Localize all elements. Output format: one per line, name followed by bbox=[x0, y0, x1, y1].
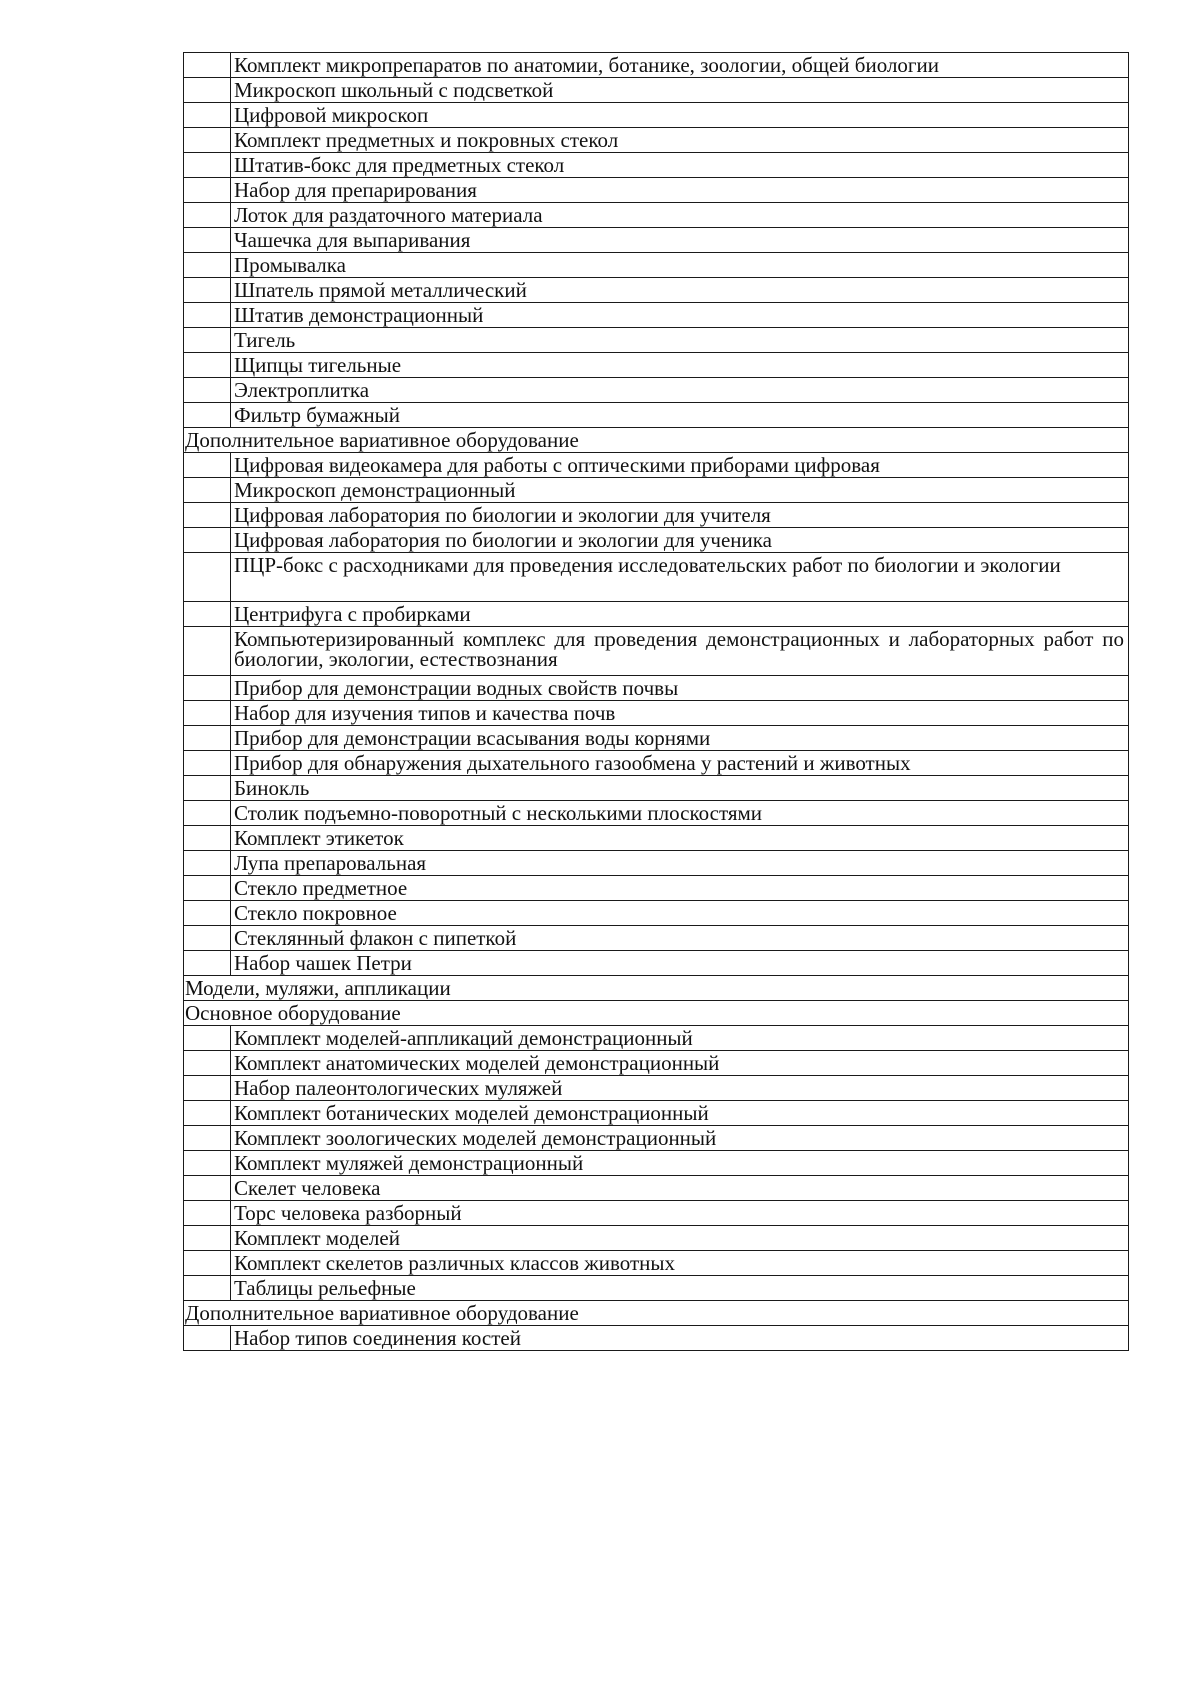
table-row bbox=[184, 1151, 1129, 1176]
table-row bbox=[184, 1176, 1129, 1201]
section-heading: Модели, муляжи, аппликации bbox=[184, 976, 1129, 1001]
number-cell bbox=[184, 453, 231, 478]
number-cell bbox=[184, 676, 231, 701]
table-row bbox=[184, 1276, 1129, 1301]
item-name-cell: Шпатель прямой металлический bbox=[231, 278, 1129, 303]
table-row bbox=[184, 253, 1129, 278]
number-cell bbox=[184, 478, 231, 503]
item-name-cell: Прибор для демонстрации водных свойств почвы bbox=[231, 676, 1129, 701]
table-row bbox=[184, 776, 1129, 801]
item-name-cell: ПЦР-бокс с расходниками для проведения исследовательских работ по биологии и экологии bbox=[231, 553, 1129, 602]
item-name-cell: Цифровая лаборатория по биологии и экологии для ученика bbox=[231, 528, 1129, 553]
item-name-cell: Набор чашек Петри bbox=[231, 951, 1129, 976]
table-row bbox=[184, 1226, 1129, 1251]
section-heading: Дополнительное вариативное оборудование bbox=[184, 428, 1129, 453]
item-name-cell: Стеклянный флакон с пипеткой bbox=[231, 926, 1129, 951]
item-name-cell: Цифровая лаборатория по биологии и экологии для учителя bbox=[231, 503, 1129, 528]
table-row bbox=[184, 1101, 1129, 1126]
item-name-cell: Прибор для обнаружения дыхательного газообмена у растений и животных bbox=[231, 751, 1129, 776]
table-row bbox=[184, 1026, 1129, 1051]
table-row bbox=[184, 876, 1129, 901]
number-cell bbox=[184, 776, 231, 801]
number-cell bbox=[184, 1076, 231, 1101]
number-cell bbox=[184, 826, 231, 851]
number-cell bbox=[184, 78, 231, 103]
number-cell bbox=[184, 228, 231, 253]
item-name-cell: Микроскоп демонстрационный bbox=[231, 478, 1129, 503]
table-row bbox=[184, 53, 1129, 78]
table-row bbox=[184, 403, 1129, 428]
number-cell bbox=[184, 203, 231, 228]
number-cell bbox=[184, 751, 231, 776]
table-row bbox=[184, 1076, 1129, 1101]
table-row bbox=[184, 103, 1129, 128]
number-cell bbox=[184, 926, 231, 951]
table-row bbox=[184, 503, 1129, 528]
item-name-cell: Компьютеризированный комплекс для проведения демонстрационных и лабораторных работ по биологии, экологии, естествознания bbox=[231, 627, 1129, 676]
table-row bbox=[184, 153, 1129, 178]
number-cell bbox=[184, 153, 231, 178]
number-cell bbox=[184, 503, 231, 528]
table-row bbox=[184, 676, 1129, 701]
table-row bbox=[184, 951, 1129, 976]
item-name-cell: Комплект предметных и покровных стекол bbox=[231, 128, 1129, 153]
number-cell bbox=[184, 303, 231, 328]
table-row bbox=[184, 453, 1129, 478]
item-name-cell: Комплект скелетов различных классов животных bbox=[231, 1251, 1129, 1276]
section-heading: Основное оборудование bbox=[184, 1001, 1129, 1026]
number-cell bbox=[184, 901, 231, 926]
item-name-cell: Столик подъемно-поворотный с несколькими плоскостями bbox=[231, 801, 1129, 826]
item-name-cell: Комплект анатомических моделей демонстрационный bbox=[231, 1051, 1129, 1076]
table-row bbox=[184, 1251, 1129, 1276]
item-name-cell: Тигель bbox=[231, 328, 1129, 353]
table-row bbox=[184, 901, 1129, 926]
item-name-cell: Торс человека разборный bbox=[231, 1201, 1129, 1226]
item-name-cell: Комплект этикеток bbox=[231, 826, 1129, 851]
table-row bbox=[184, 926, 1129, 951]
equipment-table-body bbox=[184, 53, 1129, 1351]
item-name-cell: Набор для препарирования bbox=[231, 178, 1129, 203]
section-row bbox=[184, 1001, 1129, 1026]
table-row bbox=[184, 353, 1129, 378]
number-cell bbox=[184, 876, 231, 901]
item-name-cell: Лупа препаровальная bbox=[231, 851, 1129, 876]
number-cell bbox=[184, 851, 231, 876]
number-cell bbox=[184, 951, 231, 976]
number-cell bbox=[184, 1326, 231, 1351]
number-cell bbox=[184, 1126, 231, 1151]
item-name-cell: Цифровая видеокамера для работы с оптическими приборами цифровая bbox=[231, 453, 1129, 478]
item-name-cell: Набор типов соединения костей bbox=[231, 1326, 1129, 1351]
number-cell bbox=[184, 701, 231, 726]
item-name-cell: Скелет человека bbox=[231, 1176, 1129, 1201]
table-row bbox=[184, 78, 1129, 103]
item-name-cell: Щипцы тигельные bbox=[231, 353, 1129, 378]
number-cell bbox=[184, 178, 231, 203]
number-cell bbox=[184, 1226, 231, 1251]
table-row bbox=[184, 303, 1129, 328]
section-row bbox=[184, 976, 1129, 1001]
table-row bbox=[184, 627, 1129, 676]
table-row bbox=[184, 553, 1129, 602]
table-row bbox=[184, 203, 1129, 228]
table-row bbox=[184, 1326, 1129, 1351]
table-row bbox=[184, 278, 1129, 303]
item-name-cell: Стекло покровное bbox=[231, 901, 1129, 926]
number-cell bbox=[184, 1101, 231, 1126]
table-row bbox=[184, 602, 1129, 627]
item-name-cell: Центрифуга с пробирками bbox=[231, 602, 1129, 627]
table-row bbox=[184, 726, 1129, 751]
item-name-cell: Стекло предметное bbox=[231, 876, 1129, 901]
table-row bbox=[184, 478, 1129, 503]
item-name-cell: Прибор для демонстрации всасывания воды корнями bbox=[231, 726, 1129, 751]
number-cell bbox=[184, 278, 231, 303]
number-cell bbox=[184, 103, 231, 128]
number-cell bbox=[184, 378, 231, 403]
number-cell bbox=[184, 328, 231, 353]
number-cell bbox=[184, 1151, 231, 1176]
item-name-cell: Промывалка bbox=[231, 253, 1129, 278]
number-cell bbox=[184, 1176, 231, 1201]
item-name-cell: Бинокль bbox=[231, 776, 1129, 801]
item-name-cell: Чашечка для выпаривания bbox=[231, 228, 1129, 253]
number-cell bbox=[184, 253, 231, 278]
number-cell bbox=[184, 1251, 231, 1276]
item-name-cell: Комплект зоологических моделей демонстрационный bbox=[231, 1126, 1129, 1151]
item-name-cell: Таблицы рельефные bbox=[231, 1276, 1129, 1301]
number-cell bbox=[184, 1201, 231, 1226]
number-cell bbox=[184, 553, 231, 602]
table-row bbox=[184, 1126, 1129, 1151]
table-row bbox=[184, 826, 1129, 851]
number-cell bbox=[184, 528, 231, 553]
table-row bbox=[184, 851, 1129, 876]
table-row bbox=[184, 378, 1129, 403]
section-heading: Дополнительное вариативное оборудование bbox=[184, 1301, 1129, 1326]
equipment-table bbox=[183, 52, 1129, 1351]
item-name-cell: Штатив демонстрационный bbox=[231, 303, 1129, 328]
number-cell bbox=[184, 128, 231, 153]
item-name-cell: Электроплитка bbox=[231, 378, 1129, 403]
item-name-cell: Комплект микропрепаратов по анатомии, ботанике, зоологии, общей биологии bbox=[231, 53, 1129, 78]
item-name-cell: Комплект муляжей демонстрационный bbox=[231, 1151, 1129, 1176]
number-cell bbox=[184, 726, 231, 751]
table-row bbox=[184, 701, 1129, 726]
number-cell bbox=[184, 1026, 231, 1051]
table-row bbox=[184, 328, 1129, 353]
table-row bbox=[184, 1051, 1129, 1076]
item-name-cell: Комплект ботанических моделей демонстрационный bbox=[231, 1101, 1129, 1126]
item-name-cell: Лоток для раздаточного материала bbox=[231, 203, 1129, 228]
item-name-cell: Штатив-бокс для предметных стекол bbox=[231, 153, 1129, 178]
number-cell bbox=[184, 403, 231, 428]
item-name-cell: Комплект моделей-аппликаций демонстрационный bbox=[231, 1026, 1129, 1051]
number-cell bbox=[184, 602, 231, 627]
table-row bbox=[184, 528, 1129, 553]
item-name-cell: Комплект моделей bbox=[231, 1226, 1129, 1251]
number-cell bbox=[184, 801, 231, 826]
table-row bbox=[184, 1201, 1129, 1226]
number-cell bbox=[184, 1051, 231, 1076]
item-name-cell: Микроскоп школьный с подсветкой bbox=[231, 78, 1129, 103]
item-name-cell: Цифровой микроскоп bbox=[231, 103, 1129, 128]
number-cell bbox=[184, 627, 231, 676]
number-cell bbox=[184, 353, 231, 378]
item-name-cell: Фильтр бумажный bbox=[231, 403, 1129, 428]
item-name-cell: Набор палеонтологических муляжей bbox=[231, 1076, 1129, 1101]
table-row bbox=[184, 228, 1129, 253]
table-row bbox=[184, 128, 1129, 153]
section-row bbox=[184, 428, 1129, 453]
number-cell bbox=[184, 53, 231, 78]
table-row bbox=[184, 801, 1129, 826]
item-name-cell: Набор для изучения типов и качества почв bbox=[231, 701, 1129, 726]
table-row bbox=[184, 751, 1129, 776]
section-row bbox=[184, 1301, 1129, 1326]
number-cell bbox=[184, 1276, 231, 1301]
table-row bbox=[184, 178, 1129, 203]
